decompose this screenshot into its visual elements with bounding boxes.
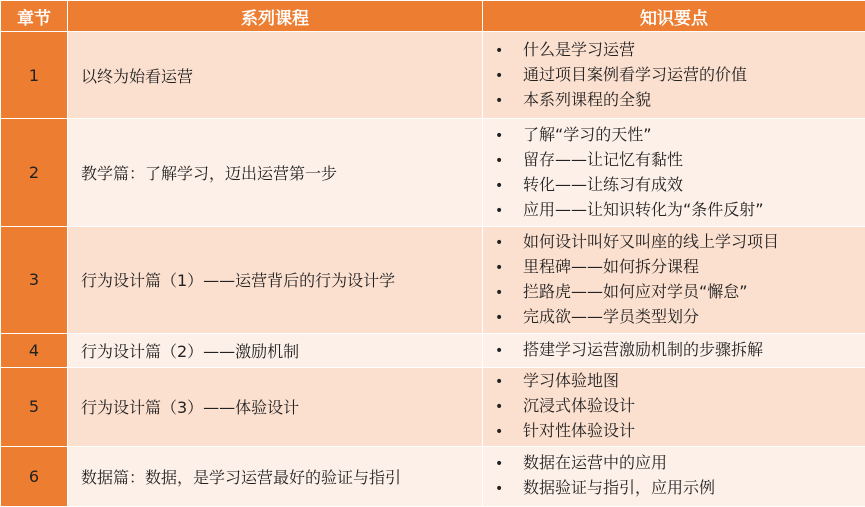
point-text: 数据在运营中的应用 (523, 453, 668, 473)
chapter-number: 3 (1, 226, 68, 333)
knowledge-points (483, 368, 865, 447)
course-title: 教学篇：了解学习，迈出运营第一步 (68, 119, 483, 227)
chapter-number: 4 (1, 333, 68, 367)
list-item (495, 198, 865, 223)
list-item (495, 38, 865, 63)
table-row (1, 119, 865, 227)
bullet-icon: • (495, 309, 504, 326)
bullet-icon: • (495, 234, 504, 251)
header-row (1, 1, 865, 32)
list-item (495, 63, 865, 88)
point-text: 针对性体验设计 (523, 421, 636, 441)
point-text: 了解“学习的天性” (523, 124, 652, 144)
point-text: 转化——让练习有成效 (523, 174, 684, 194)
point-text: 沉浸式体验设计 (523, 396, 636, 416)
chapter-number: 5 (1, 368, 68, 447)
knowledge-points (483, 446, 865, 506)
chapter-number: 1 (1, 32, 68, 119)
list-item (495, 338, 865, 363)
table-row (1, 446, 865, 506)
list-item (495, 369, 865, 394)
bullet-icon: • (495, 284, 504, 301)
bullet-icon: • (495, 42, 504, 59)
points-list (483, 369, 865, 444)
table-row (1, 226, 865, 333)
list-item (495, 280, 865, 305)
point-text: 什么是学习运营 (523, 39, 636, 59)
knowledge-points (483, 32, 865, 119)
bullet-icon: • (495, 67, 504, 84)
course-title: 行为设计篇（2）——激励机制 (68, 333, 483, 367)
points-list (483, 123, 865, 223)
list-item (495, 419, 865, 444)
point-text: 拦路虎——如何应对学员“懈怠” (523, 281, 748, 301)
course-title: 数据篇：数据，是学习运营最好的验证与指引 (68, 446, 483, 506)
header-chapter: 章节 (1, 1, 68, 32)
bullet-icon: • (495, 92, 504, 109)
course-title: 行为设计篇（3）——体验设计 (68, 368, 483, 447)
point-text: 如何设计叫好又叫座的线上学习项目 (523, 231, 780, 251)
point-text: 留存——让记忆有黏性 (523, 149, 684, 169)
points-list (483, 338, 865, 363)
bullet-icon: • (495, 127, 504, 144)
point-text: 通过项目案例看学习运营的价值 (523, 64, 748, 84)
bullet-icon: • (495, 399, 504, 416)
knowledge-points (483, 226, 865, 333)
course-title: 以终为始看运营 (68, 32, 483, 119)
list-item (495, 88, 865, 113)
bullet-icon: • (495, 152, 504, 169)
point-text: 学习体验地图 (523, 371, 620, 391)
bullet-icon: • (495, 259, 504, 276)
bullet-icon: • (495, 481, 504, 498)
chapter-number: 2 (1, 119, 68, 227)
bullet-icon: • (495, 202, 504, 219)
chapter-number: 6 (1, 446, 68, 506)
points-list (483, 451, 865, 501)
list-item (495, 255, 865, 280)
list-item (495, 305, 865, 330)
list-item (495, 148, 865, 173)
table-row (1, 32, 865, 119)
list-item (495, 451, 865, 476)
list-item (495, 394, 865, 419)
course-title: 行为设计篇（1）——运营背后的行为设计学 (68, 226, 483, 333)
table-row (1, 368, 865, 447)
point-text: 本系列课程的全貌 (523, 89, 652, 109)
list-item (495, 173, 865, 198)
points-list (483, 38, 865, 113)
point-text: 里程碑——如何拆分课程 (523, 256, 700, 276)
bullet-icon: • (495, 374, 504, 391)
bullet-icon: • (495, 456, 504, 473)
points-list (483, 230, 865, 330)
list-item (495, 476, 865, 501)
header-points: 知识要点 (483, 1, 865, 32)
header-course: 系列课程 (68, 1, 483, 32)
table-row (1, 333, 865, 367)
point-text: 搭建学习运营激励机制的步骤拆解 (523, 339, 764, 359)
point-text: 应用——让知识转化为“条件反射” (523, 199, 764, 219)
knowledge-points (483, 119, 865, 227)
bullet-icon: • (495, 177, 504, 194)
bullet-icon: • (495, 342, 504, 359)
list-item (495, 230, 865, 255)
point-text: 数据验证与指引，应用示例 (523, 478, 716, 498)
list-item (495, 123, 865, 148)
point-text: 完成欲——学员类型划分 (523, 306, 700, 326)
bullet-icon: • (495, 424, 504, 441)
knowledge-points (483, 333, 865, 367)
